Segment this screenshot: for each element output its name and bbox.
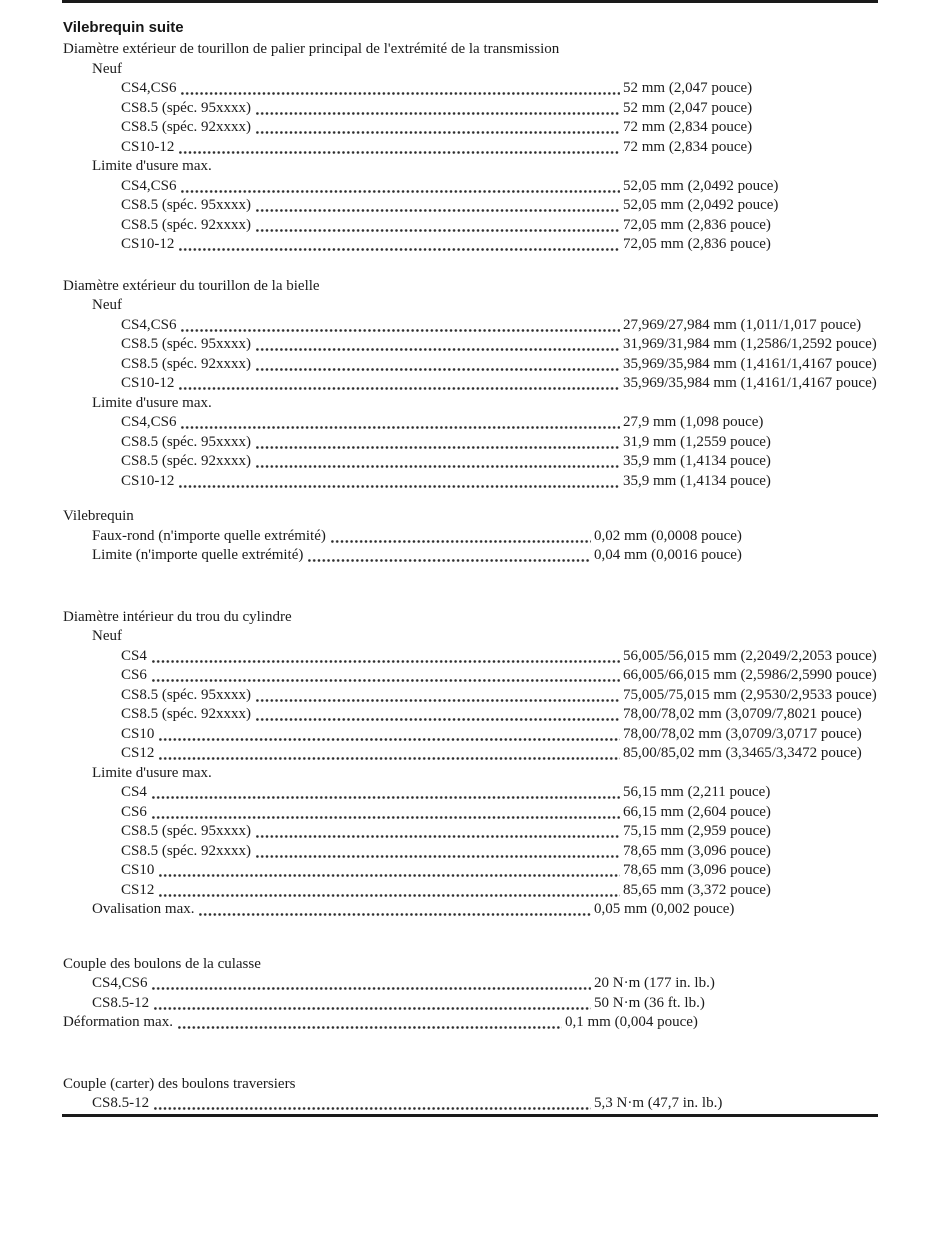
spec-label: Déformation max. (63, 1014, 173, 1030)
spec-label: CS10 (121, 862, 155, 878)
spec-label: CS10-12 (121, 472, 175, 489)
dot-leader (179, 386, 620, 391)
spec-block (63, 955, 910, 1033)
spec-value: 31,9 mm (1,2559 pouce) (623, 433, 771, 450)
spec-label: CS4,CS6 (121, 316, 177, 333)
spec-value: 85,00/85,02 mm (3,3465/3,3472 pouce) (623, 745, 862, 761)
spec-value: 27,969/27,984 mm (1,011/1,017 pouce) (623, 316, 862, 333)
dot-leader (152, 815, 620, 820)
spec-row (63, 842, 910, 862)
spec-value: 72 mm (2,834 pouce) (623, 119, 753, 135)
group-subtitle (63, 296, 910, 316)
spec-label: Ovalisation max. (92, 901, 195, 917)
dot-leader (179, 150, 620, 155)
spec-value: 78,65 mm (3,096 pouce) (623, 862, 771, 878)
spec-label: CS8.5-12 (92, 994, 150, 1011)
spec-label: CS4,CS6 (121, 414, 177, 430)
dot-leader (256, 464, 620, 469)
group-subtitle (63, 627, 910, 647)
dot-leader (159, 756, 620, 761)
section-title (63, 955, 910, 975)
spec-row (63, 433, 910, 453)
spec-row (63, 861, 910, 881)
spec-value: 27,9 mm (1,098 pouce) (623, 414, 764, 430)
spec-label: CS6 (121, 667, 147, 683)
spec-row (63, 413, 910, 433)
spec-value: 35,9 mm (1,4134 pouce) (623, 453, 771, 469)
dot-leader (152, 678, 620, 683)
spec-row (63, 994, 910, 1014)
spec-value: 52,05 mm (2,0492 pouce) (623, 177, 779, 194)
dot-leader (179, 484, 620, 489)
dot-leader (256, 347, 620, 352)
spec-row (63, 235, 910, 255)
section-title (63, 1075, 910, 1095)
dot-leader (152, 986, 591, 991)
spec-label: CS8.5 (spéc. 95xxxx) (121, 823, 251, 839)
group-subtitle (63, 60, 910, 80)
spec-label: CS4,CS6 (92, 975, 148, 991)
spec-row (63, 452, 910, 472)
dot-leader (152, 659, 620, 664)
dot-leader (256, 130, 620, 135)
spec-label: Limite d'usure max. (92, 158, 212, 174)
spec-label: CS8.5 (spéc. 92xxxx) (121, 119, 251, 135)
dot-leader (181, 328, 620, 333)
spec-row (63, 647, 910, 667)
spec-row (63, 744, 910, 764)
dot-leader (256, 717, 620, 722)
spec-value: 72 mm (2,834 pouce) (623, 138, 753, 155)
spec-value: 52 mm (2,047 pouce) (623, 80, 753, 96)
spec-label: CS8.5-12 (92, 1095, 150, 1111)
section-title (63, 277, 910, 297)
spec-label: CS8.5 (spéc. 92xxxx) (121, 706, 251, 722)
dot-leader (256, 111, 620, 116)
spec-row (63, 79, 910, 99)
spec-label: CS12 (121, 881, 155, 898)
spec-list (63, 40, 910, 1114)
spec-label: CS4,CS6 (121, 177, 177, 194)
spec-label: CS8.5 (spéc. 92xxxx) (121, 216, 251, 233)
spec-label: CS8.5 (spéc. 92xxxx) (121, 842, 251, 859)
spec-row (63, 900, 910, 920)
section-title (63, 507, 910, 527)
spec-row (63, 1094, 910, 1114)
spec-row (63, 216, 910, 236)
spec-row (63, 138, 910, 158)
spec-value: 66,15 mm (2,604 pouce) (623, 803, 771, 820)
spec-label: Vilebrequin (63, 508, 134, 524)
dot-leader (154, 1106, 591, 1111)
spec-row (63, 974, 910, 994)
dot-leader (199, 912, 591, 917)
dot-leader (256, 445, 620, 450)
spec-block (63, 507, 910, 566)
spec-label: Couple (carter) des boulons traversiers (63, 1075, 296, 1092)
dot-leader (256, 228, 620, 233)
spec-row (63, 355, 910, 375)
spec-label: Neuf (92, 60, 122, 77)
spec-value: 52,05 mm (2,0492 pouce) (623, 197, 779, 213)
spec-label: CS4 (121, 647, 147, 664)
spec-row (63, 822, 910, 842)
spec-label: Limite d'usure max. (92, 764, 212, 781)
spec-label: Faux-rond (n'importe quelle extrémité) (92, 527, 326, 544)
spec-label: CS8.5 (spéc. 95xxxx) (121, 99, 251, 116)
spec-block (63, 40, 910, 255)
spec-value: 78,65 mm (3,096 pouce) (623, 842, 771, 859)
dot-leader (256, 854, 620, 859)
group-subtitle (63, 394, 910, 414)
spec-label: CS8.5 (spéc. 95xxxx) (121, 433, 251, 450)
spec-row (63, 725, 910, 745)
spec-value: 72,05 mm (2,836 pouce) (623, 236, 771, 252)
spec-row (63, 705, 910, 725)
spec-label: Diamètre extérieur de tourillon de palier principal de l'extrémité de la transmission (63, 41, 560, 57)
spec-row (63, 335, 910, 355)
spec-row (63, 803, 910, 823)
spec-row (63, 527, 910, 547)
dot-leader (159, 737, 620, 742)
dot-leader (256, 834, 620, 839)
spec-value: 5,3 N·m (47,7 in. lb.) (594, 1095, 723, 1111)
spec-label: Diamètre extérieur du tourillon de la bielle (63, 277, 320, 294)
spec-label: CS8.5 (spéc. 92xxxx) (121, 355, 251, 372)
dot-leader (154, 1006, 591, 1011)
spec-row (63, 196, 910, 216)
spec-label: CS8.5 (spéc. 95xxxx) (121, 686, 251, 703)
dot-leader (181, 425, 620, 430)
spec-row (63, 472, 910, 492)
spec-value: 0,04 mm (0,0016 pouce) (594, 547, 742, 563)
spec-label: CS10 (121, 725, 155, 742)
dot-leader (331, 539, 591, 544)
spec-value: 0,1 mm (0,004 pouce) (565, 1014, 698, 1030)
spec-row (63, 1013, 910, 1033)
spec-value: 20 N·m (177 in. lb.) (594, 975, 715, 991)
group-subtitle (63, 157, 910, 177)
dot-leader (179, 247, 620, 252)
top-rule (62, 0, 878, 3)
section-title (63, 608, 910, 628)
spec-block (63, 1075, 910, 1114)
spec-block (63, 608, 910, 920)
spec-label: Neuf (92, 297, 122, 313)
spec-label: CS6 (121, 803, 147, 820)
spec-label: Couple des boulons de la culasse (63, 955, 261, 972)
spec-label: CS4,CS6 (121, 80, 177, 96)
dot-leader (152, 795, 620, 800)
spec-value: 66,005/66,015 mm (2,5986/2,5990 pouce) (623, 667, 877, 683)
spec-label: CS10-12 (121, 138, 175, 155)
spec-label: CS8.5 (spéc. 95xxxx) (121, 197, 251, 213)
spec-label: Neuf (92, 628, 122, 644)
dot-leader (256, 208, 620, 213)
spec-row (63, 666, 910, 686)
spec-label: CS10-12 (121, 375, 175, 391)
spec-label: CS12 (121, 745, 155, 761)
dot-leader (159, 893, 620, 898)
spec-value: 35,969/35,984 mm (1,4161/1,4167 pouce) (623, 375, 877, 391)
spec-label: Diamètre intérieur du trou du cylindre (63, 608, 292, 625)
spec-value: 56,15 mm (2,211 pouce) (623, 784, 771, 800)
section-title (63, 40, 910, 60)
spec-row (63, 118, 910, 138)
dot-leader (181, 91, 620, 96)
spec-row (63, 881, 910, 901)
spec-row (63, 99, 910, 119)
spec-label: CS10-12 (121, 236, 175, 252)
spec-value: 75,005/75,015 mm (2,9530/2,9533 pouce) (623, 686, 877, 703)
spec-label: CS8.5 (spéc. 95xxxx) (121, 336, 251, 352)
spec-block (63, 277, 910, 492)
spec-value: 35,969/35,984 mm (1,4161/1,4167 pouce) (623, 355, 877, 372)
page-heading: Vilebrequin suite (63, 19, 184, 36)
spec-row (63, 177, 910, 197)
spec-value: 35,9 mm (1,4134 pouce) (623, 472, 771, 489)
bottom-rule (62, 1114, 878, 1117)
spec-label: Limite (n'importe quelle extrémité) (92, 547, 304, 563)
spec-row (63, 374, 910, 394)
spec-value: 0,02 mm (0,0008 pouce) (594, 527, 742, 544)
spec-value: 50 N·m (36 ft. lb.) (594, 994, 705, 1011)
spec-value: 75,15 mm (2,959 pouce) (623, 823, 771, 839)
dot-leader (178, 1025, 562, 1030)
spec-label: CS4 (121, 784, 147, 800)
spec-row (63, 783, 910, 803)
spec-value: 72,05 mm (2,836 pouce) (623, 216, 771, 233)
spec-row (63, 546, 910, 566)
spec-row (63, 316, 910, 336)
spec-value: 56,005/56,015 mm (2,2049/2,2053 pouce) (623, 647, 877, 664)
dot-leader (256, 698, 620, 703)
group-subtitle (63, 764, 910, 784)
spec-value: 52 mm (2,047 pouce) (623, 99, 753, 116)
spec-value: 0,05 mm (0,002 pouce) (594, 901, 735, 917)
dot-leader (159, 873, 620, 878)
spec-value: 78,00/78,02 mm (3,0709/7,8021 pouce) (623, 706, 862, 722)
spec-value: 78,00/78,02 mm (3,0709/3,0717 pouce) (623, 725, 862, 742)
dot-leader (308, 558, 591, 563)
spec-label: Limite d'usure max. (92, 394, 212, 411)
spec-value: 85,65 mm (3,372 pouce) (623, 881, 771, 898)
spec-row (63, 686, 910, 706)
spec-label: CS8.5 (spéc. 92xxxx) (121, 453, 251, 469)
spec-value: 31,969/31,984 mm (1,2586/1,2592 pouce) (623, 336, 877, 352)
dot-leader (256, 367, 620, 372)
dot-leader (181, 189, 620, 194)
